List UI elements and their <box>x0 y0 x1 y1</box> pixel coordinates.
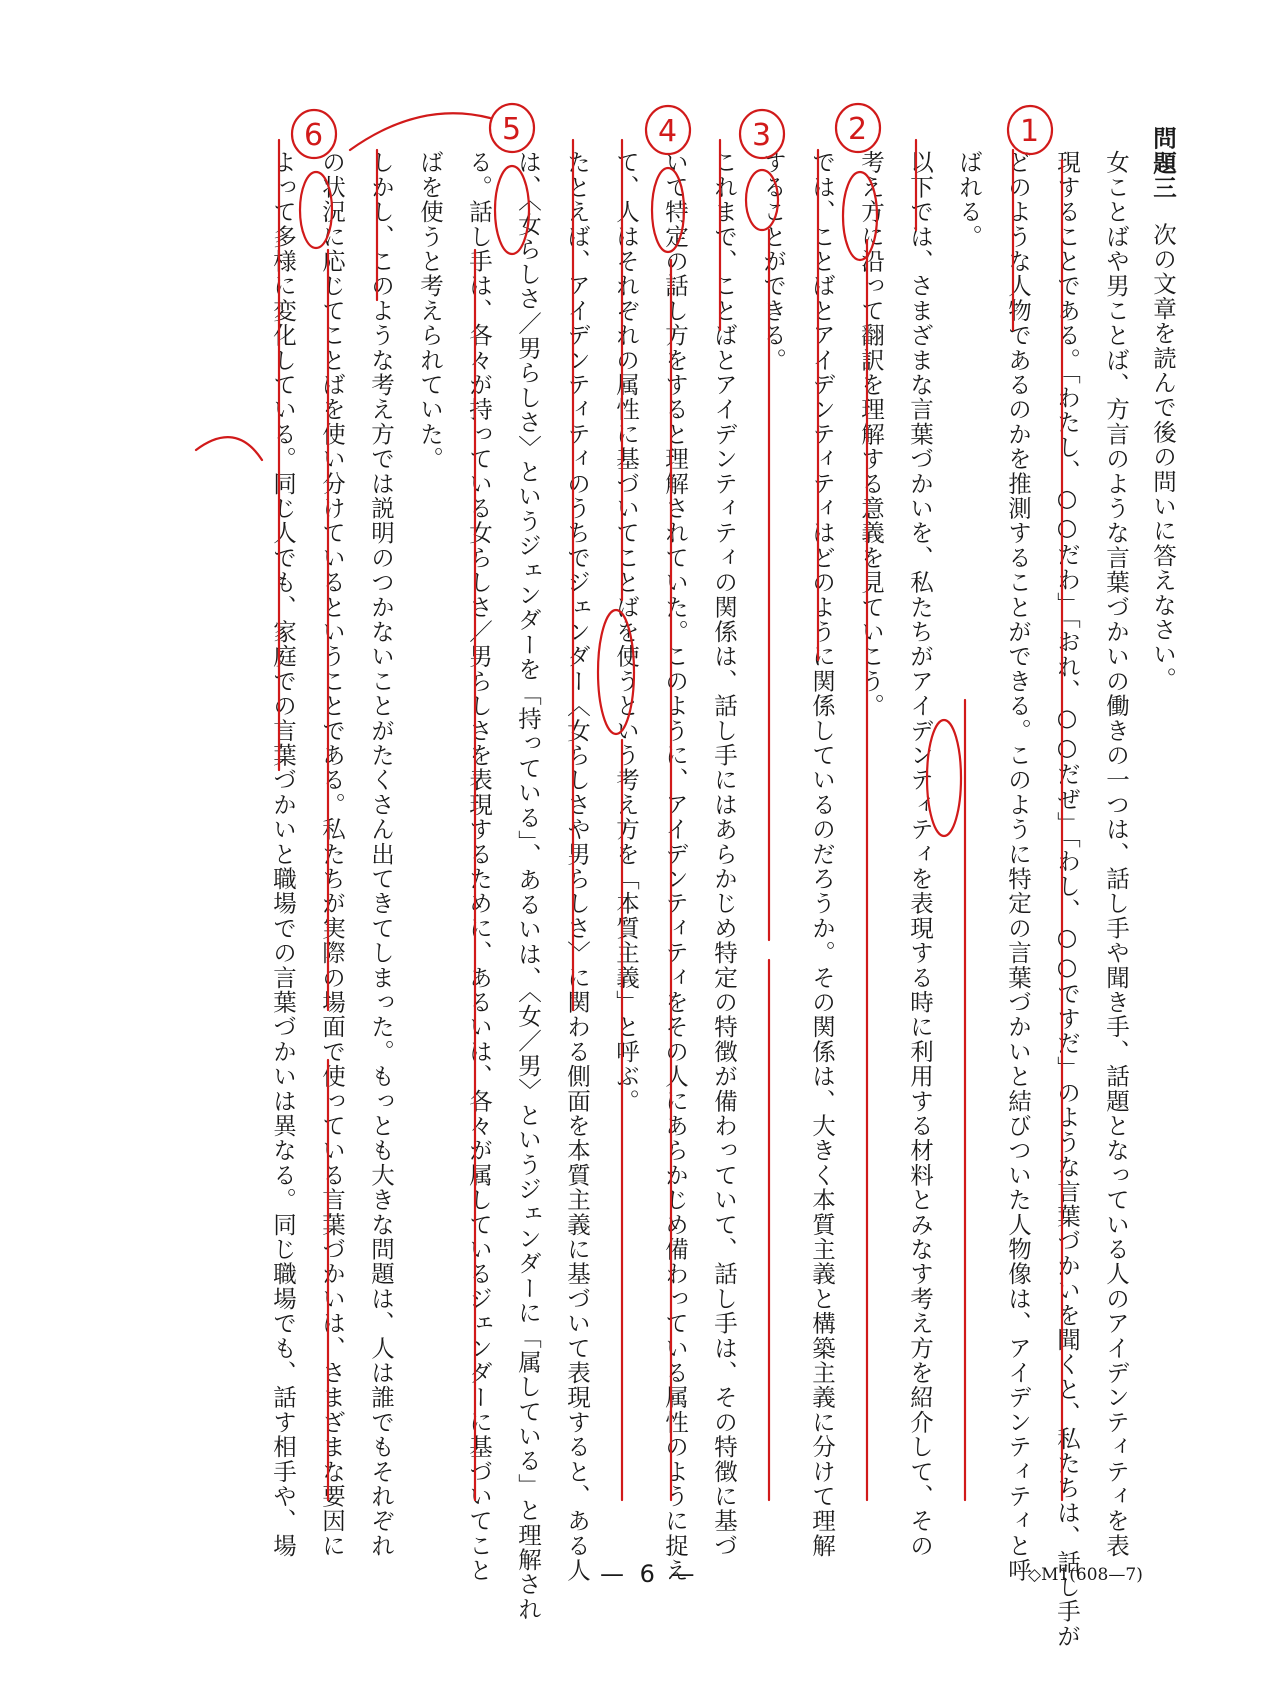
paragraph-number-2-label: 2 <box>848 112 868 147</box>
text-line: では、ことばとアイデンティティはどのように関係しているのだろうか。その関係は、大きく本質主義と構築主義に分けて理解 <box>808 150 836 1558</box>
paragraph-number-5-label: 5 <box>502 112 522 147</box>
text-line: る。話し手は、各々が持っている女らしさ／男らしさを表現するために、あるいは、各々が属しているジェンダーに基づいてこと <box>465 150 493 1583</box>
paragraph-number-5 <box>490 104 534 152</box>
text-line: て、人はそれぞれの属性に基づいてことばを使うという考え方を「本質主義」と呼ぶ。 <box>612 150 640 1114</box>
text-line: これまで、ことばとアイデンティティの関係は、話し手にはあらかじめ特定の特徴が備わっていて、話し手は、その特徴に基づ <box>710 150 738 1558</box>
text-line: の状況に応じてことばを使い分けているということである。私たちが実際の場面で使っている言葉づかいは、さまざまな要因に <box>318 150 346 1558</box>
paragraph-number-3-label: 3 <box>752 118 772 153</box>
text-line: 以下では、さまざまな言葉づかいを、私たちがアイデンティティを表現する時に利用する材料とみなす考え方を紹介して、その <box>906 150 934 1558</box>
paragraph-number-4 <box>646 106 690 154</box>
text-line: ばれる。 <box>955 150 983 249</box>
paragraph-number-6-label: 6 <box>304 118 324 153</box>
paragraph-number-4-label: 4 <box>658 114 678 149</box>
text-line: よって多様に変化している。同じ人でも、家庭での言葉づかいと職場での言葉づかいは異なる。同じ職場でも、話す相手や、場 <box>269 150 297 1558</box>
text-line: たとえば、アイデンティティのうちでジェンダー〈女らしさや男らしさ〉に関わる側面を本質主義に基づいて表現すると、ある人 <box>563 150 591 1583</box>
page-number: — 6 — <box>600 1560 699 1588</box>
text-line: どのような人物であるのかを推測することができる。このように特定の言葉づかいと結びついた人物像は、アイデンティティと呼 <box>1004 150 1032 1583</box>
text-line: ばを使うと考えられていた。 <box>416 150 444 472</box>
connector-arc <box>350 113 490 150</box>
text-line: いて特定の話し方をすると理解されていた。このように、アイデンティティをその人にあらかじめ備わっている属性のように捉え <box>661 150 689 1583</box>
paragraph-number-2 <box>836 104 880 152</box>
paragraph-number-1-label: 1 <box>1020 114 1040 149</box>
paragraph-number-1 <box>1008 106 1052 154</box>
question-label: 問題三 <box>1149 126 1177 201</box>
exam-code: ◇M1(608—7) <box>1028 1565 1143 1585</box>
question-instruction: 次の文章を読んで後の問いに答えなさい。 <box>1149 222 1177 692</box>
text-line: は、〈女らしさ／男らしさ〉というジェンダーを「持っている」、あるいは、〈女／男〉というジェンダーに「属している」と理解され <box>514 150 542 1622</box>
text-line: しかし、このような考え方では説明のつかないことがたくさん出てきてしまった。もっとも大きな問題は、人は誰でもそれぞれ <box>367 150 395 1558</box>
text-line: 女ことばや男ことば、方言のような言葉づかいの働きの一つは、話し手や聞き手、話題となっている人のアイデンティティを表 <box>1102 150 1130 1558</box>
question-heading <box>1146 126 1180 691</box>
text-line: 現することである。「わたし、○○だわ」「おれ、○○だぜ」「わし、○○ですだ」のような言葉づかいを聞くと、私たちは、話し手が <box>1053 150 1081 1649</box>
text-line: 考え方に沿って翻訳を理解する意義を見ていこう。 <box>857 150 885 719</box>
text-line: することができる。 <box>759 150 787 373</box>
